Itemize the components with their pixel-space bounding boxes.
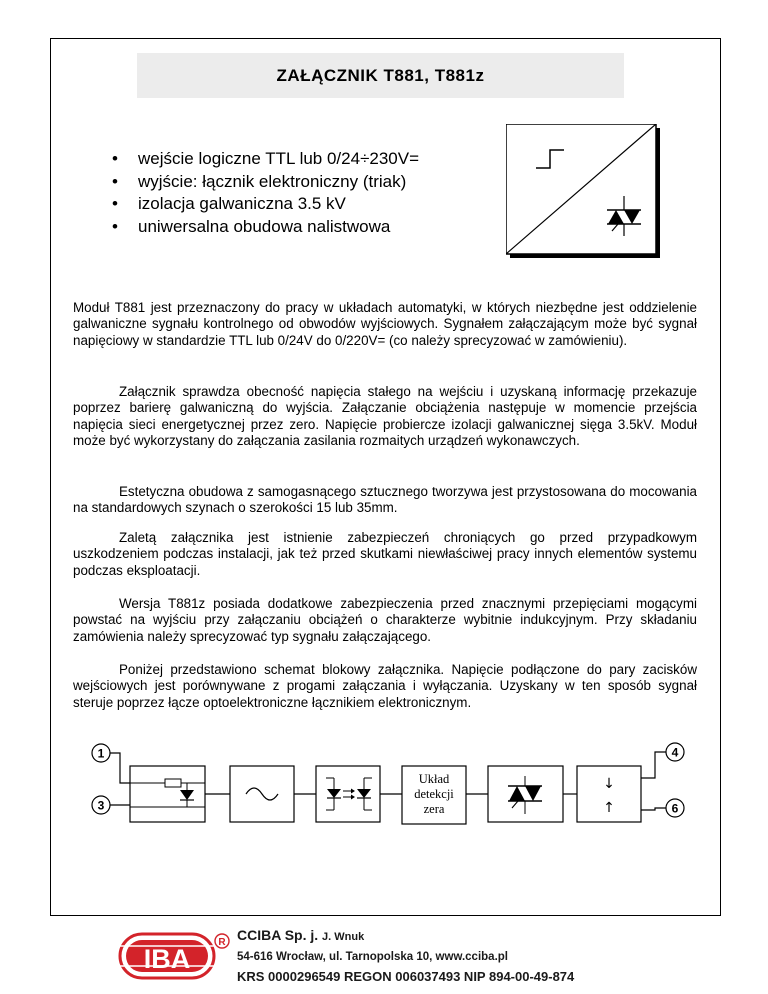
svg-text:Układ: Układ	[418, 772, 450, 786]
svg-text:R: R	[218, 937, 226, 948]
svg-text:3: 3	[97, 798, 105, 813]
comparator-block	[230, 766, 294, 822]
company-address: 54-616 Wrocław, ul. Tarnopolska 10, www.cciba.pl	[237, 951, 508, 963]
feature-item: • wejście logiczne TTL lub 0/24÷230V=	[112, 148, 419, 171]
company-registry: KRS 0000296549 REGON 006037493 NIP 894-00-49-874	[237, 969, 575, 984]
paragraph: Załącznik sprawdza obecność napięcia stałego na wejściu i uzyskaną informację przekazuje poprzez barierę galwaniczną do wyjścia. Załączanie obciążenia następuje w momencie przejścia napięcia sieci energetycznej przez zero. Napięcie probiercze izolacji galwanicznej sięga 3.5kV. Moduł może być wykorzystany do załączania zasilania rozmaitych urządzeń wykonawczych.	[73, 384, 697, 449]
terminal-6	[666, 799, 684, 817]
paragraph: Zaletą załącznika jest istnienie zabezpieczeń chroniących go przed przypadkowym uszkodzeniem podczas instalacji, jak też przed skutkami niewłaściwej pracy innych elementów systemu podczas eksploatacji.	[73, 530, 697, 578]
terminal-1	[92, 744, 110, 762]
company-footer	[237, 926, 574, 986]
feature-item: • uniwersalna obudowa nalistwowa	[112, 216, 419, 239]
svg-text:6: 6	[671, 801, 679, 816]
terminal-3	[92, 796, 110, 814]
block-diagram	[90, 738, 696, 834]
zero-detection-block	[402, 766, 466, 824]
company-name-line	[237, 926, 574, 947]
svg-text:4: 4	[671, 745, 679, 760]
page-title: ZAŁĄCZNIK T881, T881z	[276, 65, 485, 85]
terminal-4	[666, 743, 684, 761]
svg-text:detekcji: detekcji	[414, 787, 454, 801]
svg-text:zera: zera	[423, 802, 445, 816]
iba-logo	[118, 932, 230, 982]
title-banner	[137, 53, 624, 98]
svg-text:↓: ↓	[603, 776, 615, 792]
solid-state-relay-icon	[506, 124, 662, 260]
optocoupler-block	[316, 766, 380, 822]
feature-item: • izolacja galwaniczna 3.5 kV	[112, 193, 419, 216]
svg-text:↑: ↑	[603, 800, 615, 816]
paragraph: Poniżej przedstawiono schemat blokowy załącznika. Napięcie podłączone do pary zacisków wejściowych jest porównywane z progami załączania i wyłączania. Uzyskany w ten sposób sygnał steruje poprzez łącze optoelektroniczne łącznikiem elektronicznym.	[73, 662, 697, 710]
svg-text:1: 1	[97, 746, 105, 761]
company-name: CCIBA Sp. j.	[237, 927, 319, 943]
company-owner: J. Wnuk	[322, 931, 365, 943]
svg-text:IBA: IBA	[143, 944, 191, 974]
paragraph: Wersja T881z posiada dodatkowe zabezpieczenia przed znacznymi przepięciami mogącymi powstać na wyjściu przy załączaniu obciążeń o charakterze wybitnie indukcyjnym. Przy składaniu zamówienia należy sprecyzować typ sygnału załączającego.	[73, 596, 697, 644]
paragraph: Estetyczna obudowa z samogasnącego sztucznego tworzywa jest przystosowana do mocowania na standardowych szynach o szerokości 15 lub 35mm.	[73, 484, 697, 516]
triac-block	[488, 766, 563, 822]
feature-list	[112, 148, 419, 238]
feature-item: • wyjście: łącznik elektroniczny (triak)	[112, 171, 419, 194]
output-switch-block	[577, 766, 641, 822]
paragraph: Moduł T881 jest przeznaczony do pracy w układach automatyki, w których niezbędne jest oddzielenie galwaniczne sygnału kontrolnego od obwodów wyjściowych. Sygnałem załączającym może być sygnał napięciowy w standardzie TTL lub 0/24V do 0/220V= (co należy sprecyzować w zamówieniu).	[73, 300, 697, 348]
input-protection-block	[130, 766, 205, 822]
